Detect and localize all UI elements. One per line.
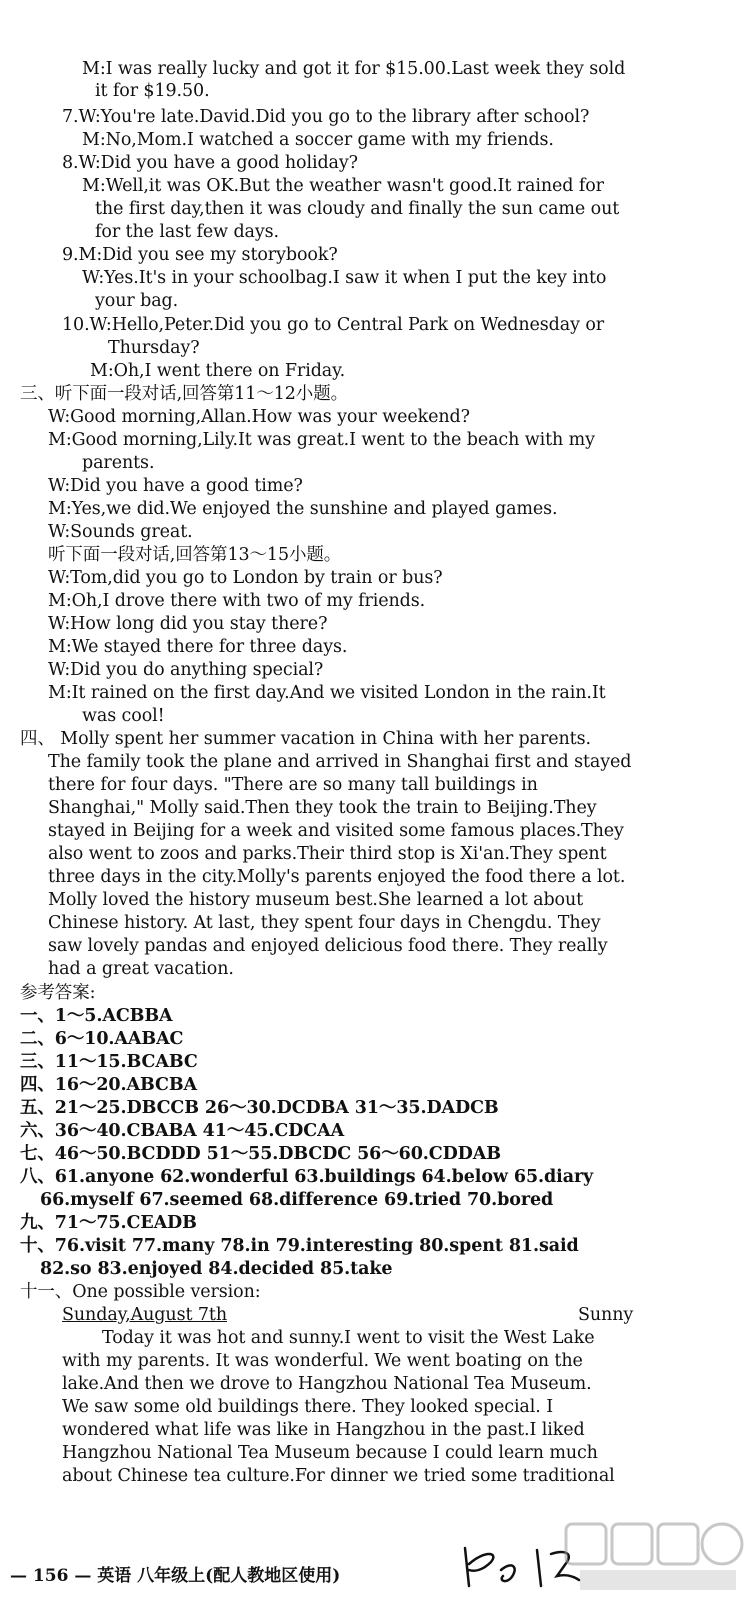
text-line: W:Tom,did you go to London by train or bus? bbox=[48, 568, 443, 588]
section-heading: 听下面一段对话,回答第13～15小题。 bbox=[48, 545, 342, 565]
text-line: three days in the city.Molly's parents enjoyed the food there a lot. bbox=[48, 867, 626, 887]
text-line: Shanghai," Molly said.Then they took the train to Beijing.They bbox=[48, 798, 597, 818]
text-line: the first day,then it was cloudy and finally the sun came out bbox=[95, 199, 620, 219]
page-footer: — 156 — 英语 八年级上(配人教地区使用) bbox=[10, 1566, 341, 1586]
text-line: saw lovely pandas and enjoyed delicious food there. They really bbox=[48, 936, 608, 956]
essay-line: about Chinese tea culture.For dinner we tried some traditional bbox=[62, 1466, 615, 1486]
text-line: 8.W:Did you have a good holiday? bbox=[62, 153, 358, 173]
answer-line: 四、16～20.ABCBA bbox=[20, 1075, 197, 1095]
text-line: for the last few days. bbox=[95, 222, 280, 242]
answer-line: 二、6～10.AABAC bbox=[20, 1029, 184, 1049]
text-line: M:Well,it was OK.But the weather wasn't good.It rained for bbox=[82, 176, 604, 196]
answer-line: 六、36～40.CBABA 41～45.CDCAA bbox=[20, 1121, 345, 1141]
section-heading: 三、听下面一段对话,回答第11～12小题。 bbox=[20, 384, 348, 404]
text-line: there for four days. "There are so many tall buildings in bbox=[48, 775, 538, 795]
text-line: 10.W:Hello,Peter.Did you go to Central Park on Wednesday or bbox=[62, 315, 605, 335]
answers-heading: 参考答案: bbox=[20, 983, 96, 1003]
text-line: W:Did you do anything special? bbox=[48, 660, 324, 680]
text-line: M:I was really lucky and got it for $15.00.Last week they sold bbox=[82, 59, 626, 79]
essay-line: Today it was hot and sunny.I went to visit the West Lake bbox=[102, 1328, 595, 1348]
answer-line: 82.so 83.enjoyed 84.decided 85.take bbox=[40, 1259, 393, 1279]
diary-weather: Sunny bbox=[578, 1305, 634, 1325]
essay-line: Hangzhou National Tea Museum because I could learn much bbox=[62, 1443, 598, 1463]
text-line: M:Oh,I drove there with two of my friends. bbox=[48, 591, 426, 611]
essay-line: lake.And then we drove to Hangzhou National Tea Museum. bbox=[62, 1374, 592, 1394]
text-line: Thursday? bbox=[108, 338, 200, 358]
answer-line: 七、46～50.BCDDD 51～55.DBCDC 56～60.CDDAB bbox=[20, 1144, 501, 1164]
text-line: was cool! bbox=[82, 706, 165, 726]
text-line: W:Yes.It's in your schoolbag.I saw it when I put the key into bbox=[82, 268, 607, 288]
essay-line: with my parents. It was wonderful. We went boating on the bbox=[62, 1351, 583, 1371]
text-line: M:It rained on the first day.And we visited London in the rain.It bbox=[48, 683, 606, 703]
essay-line: We saw some old buildings there. They looked special. I bbox=[62, 1397, 554, 1417]
text-line: parents. bbox=[82, 453, 155, 473]
text-line: The family took the plane and arrived in Shanghai first and stayed bbox=[48, 752, 632, 772]
text-line: W:How long did you stay there? bbox=[48, 614, 328, 634]
answer-line: 十一、One possible version: bbox=[20, 1282, 261, 1302]
answer-line: 八、61.anyone 62.wonderful 63.buildings 64.below 65.diary bbox=[20, 1167, 594, 1187]
text-line: 7.W:You're late.David.Did you go to the library after school? bbox=[62, 107, 590, 127]
text-line: W:Sounds great. bbox=[48, 522, 193, 542]
text-line: M:No,Mom.I watched a soccer game with my friends. bbox=[82, 130, 554, 150]
text-line: it for $19.50. bbox=[95, 81, 210, 101]
text-line: also went to zoos and parks.Their third stop is Xi'an.They spent bbox=[48, 844, 607, 864]
answer-line: 三、11～15.BCABC bbox=[20, 1052, 198, 1072]
diary-date: Sunday,August 7th bbox=[62, 1305, 227, 1325]
text-line: Chinese history. At last, they spent four days in Chengdu. They bbox=[48, 913, 601, 933]
answer-line: 九、71～75.CEADB bbox=[20, 1213, 197, 1233]
answer-line: 五、21～25.DBCCB 26～30.DCDBA 31～35.DADCB bbox=[20, 1098, 499, 1118]
text-line: W:Did you have a good time? bbox=[48, 476, 303, 496]
watermark-logo-icon bbox=[560, 1518, 750, 1598]
text-line: your bag. bbox=[95, 291, 179, 311]
essay-line: wondered what life was like in Hangzhou in the past.I liked bbox=[62, 1420, 585, 1440]
text-line: M:Oh,I went there on Friday. bbox=[90, 361, 346, 381]
text-line: had a great vacation. bbox=[48, 959, 234, 979]
text-line: 9.M:Did you see my storybook? bbox=[62, 245, 338, 265]
text-line: M:We stayed there for three days. bbox=[48, 637, 348, 657]
text-line: stayed in Beijing for a week and visited some famous places.They bbox=[48, 821, 624, 841]
text-line: 四、 Molly spent her summer vacation in China with her parents. bbox=[20, 729, 591, 749]
answer-line: 66.myself 67.seemed 68.difference 69.tried 70.bored bbox=[40, 1190, 554, 1210]
text-line: W:Good morning,Allan.How was your weekend? bbox=[48, 407, 470, 427]
answer-line: 一、1～5.ACBBA bbox=[20, 1006, 173, 1026]
text-line: Molly loved the history museum best.She learned a lot about bbox=[48, 890, 584, 910]
answer-line: 十、76.visit 77.many 78.in 79.interesting 80.spent 81.said bbox=[20, 1236, 579, 1256]
text-line: M:Yes,we did.We enjoyed the sunshine and played games. bbox=[48, 499, 558, 519]
text-line: M:Good morning,Lily.It was great.I went to the beach with my bbox=[48, 430, 595, 450]
